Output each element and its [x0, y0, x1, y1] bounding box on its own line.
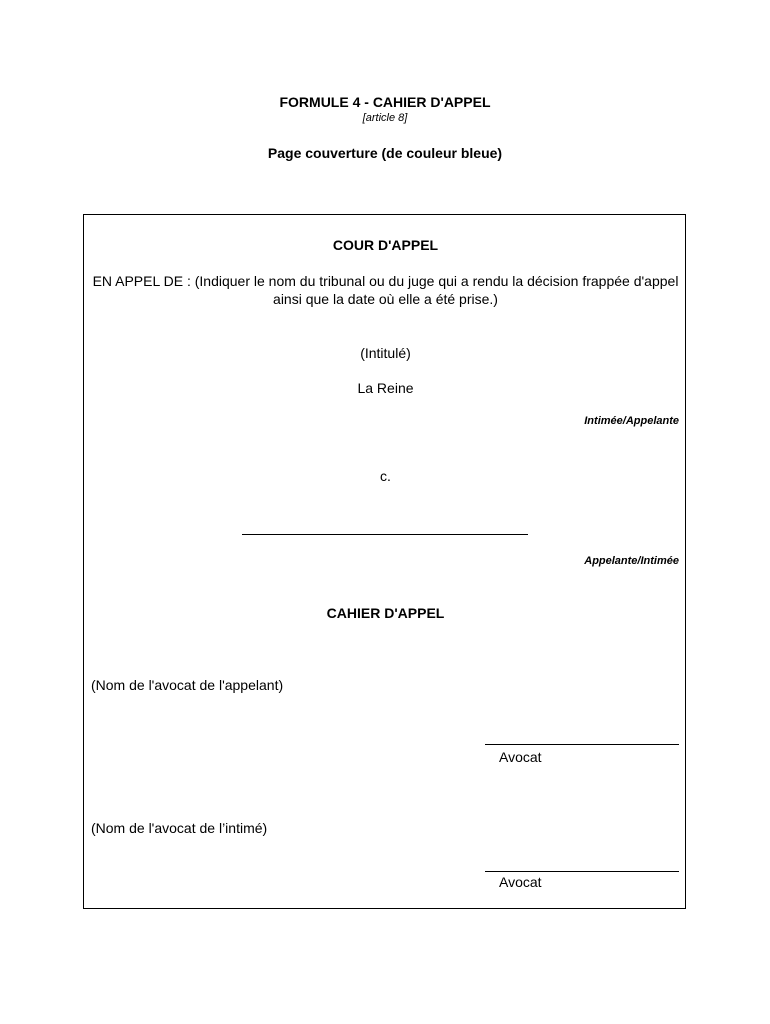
appeal-from-instructions: EN APPEL DE : (Indiquer le nom du tribunal ou du juge qui a rendu la décision frappée d'appel ainsi que la date où elle a été prise.)	[92, 273, 679, 307]
appellant-signature-line	[485, 744, 679, 745]
article-reference: [article 8]	[362, 112, 408, 124]
appellant-signature-label: Avocat	[499, 749, 542, 765]
respondent-signature-label: Avocat	[499, 874, 542, 890]
cover-page-frame	[83, 214, 686, 909]
court-title: COUR D'APPEL	[332, 237, 439, 253]
second-party-role: Appelante/Intimée	[584, 555, 679, 567]
versus-label: c.	[380, 468, 391, 484]
first-party-role: Intimée/Appelante	[584, 415, 679, 427]
appeal-book-title: CAHIER D'APPEL	[326, 605, 445, 621]
first-party-name: La Reine	[357, 380, 414, 396]
respondent-lawyer-name: (Nom de l'avocat de l’intimé)	[91, 820, 268, 836]
form-title: FORMULE 4 - CAHIER D'APPEL	[279, 94, 491, 110]
appellant-lawyer-name: (Nom de l'avocat de l'appelant)	[91, 677, 284, 693]
style-of-cause-label: (Intitulé)	[360, 345, 411, 361]
second-party-blank-line	[242, 534, 528, 535]
cover-page-note: Page couverture (de couleur bleue)	[267, 145, 503, 161]
respondent-signature-line	[485, 871, 679, 872]
